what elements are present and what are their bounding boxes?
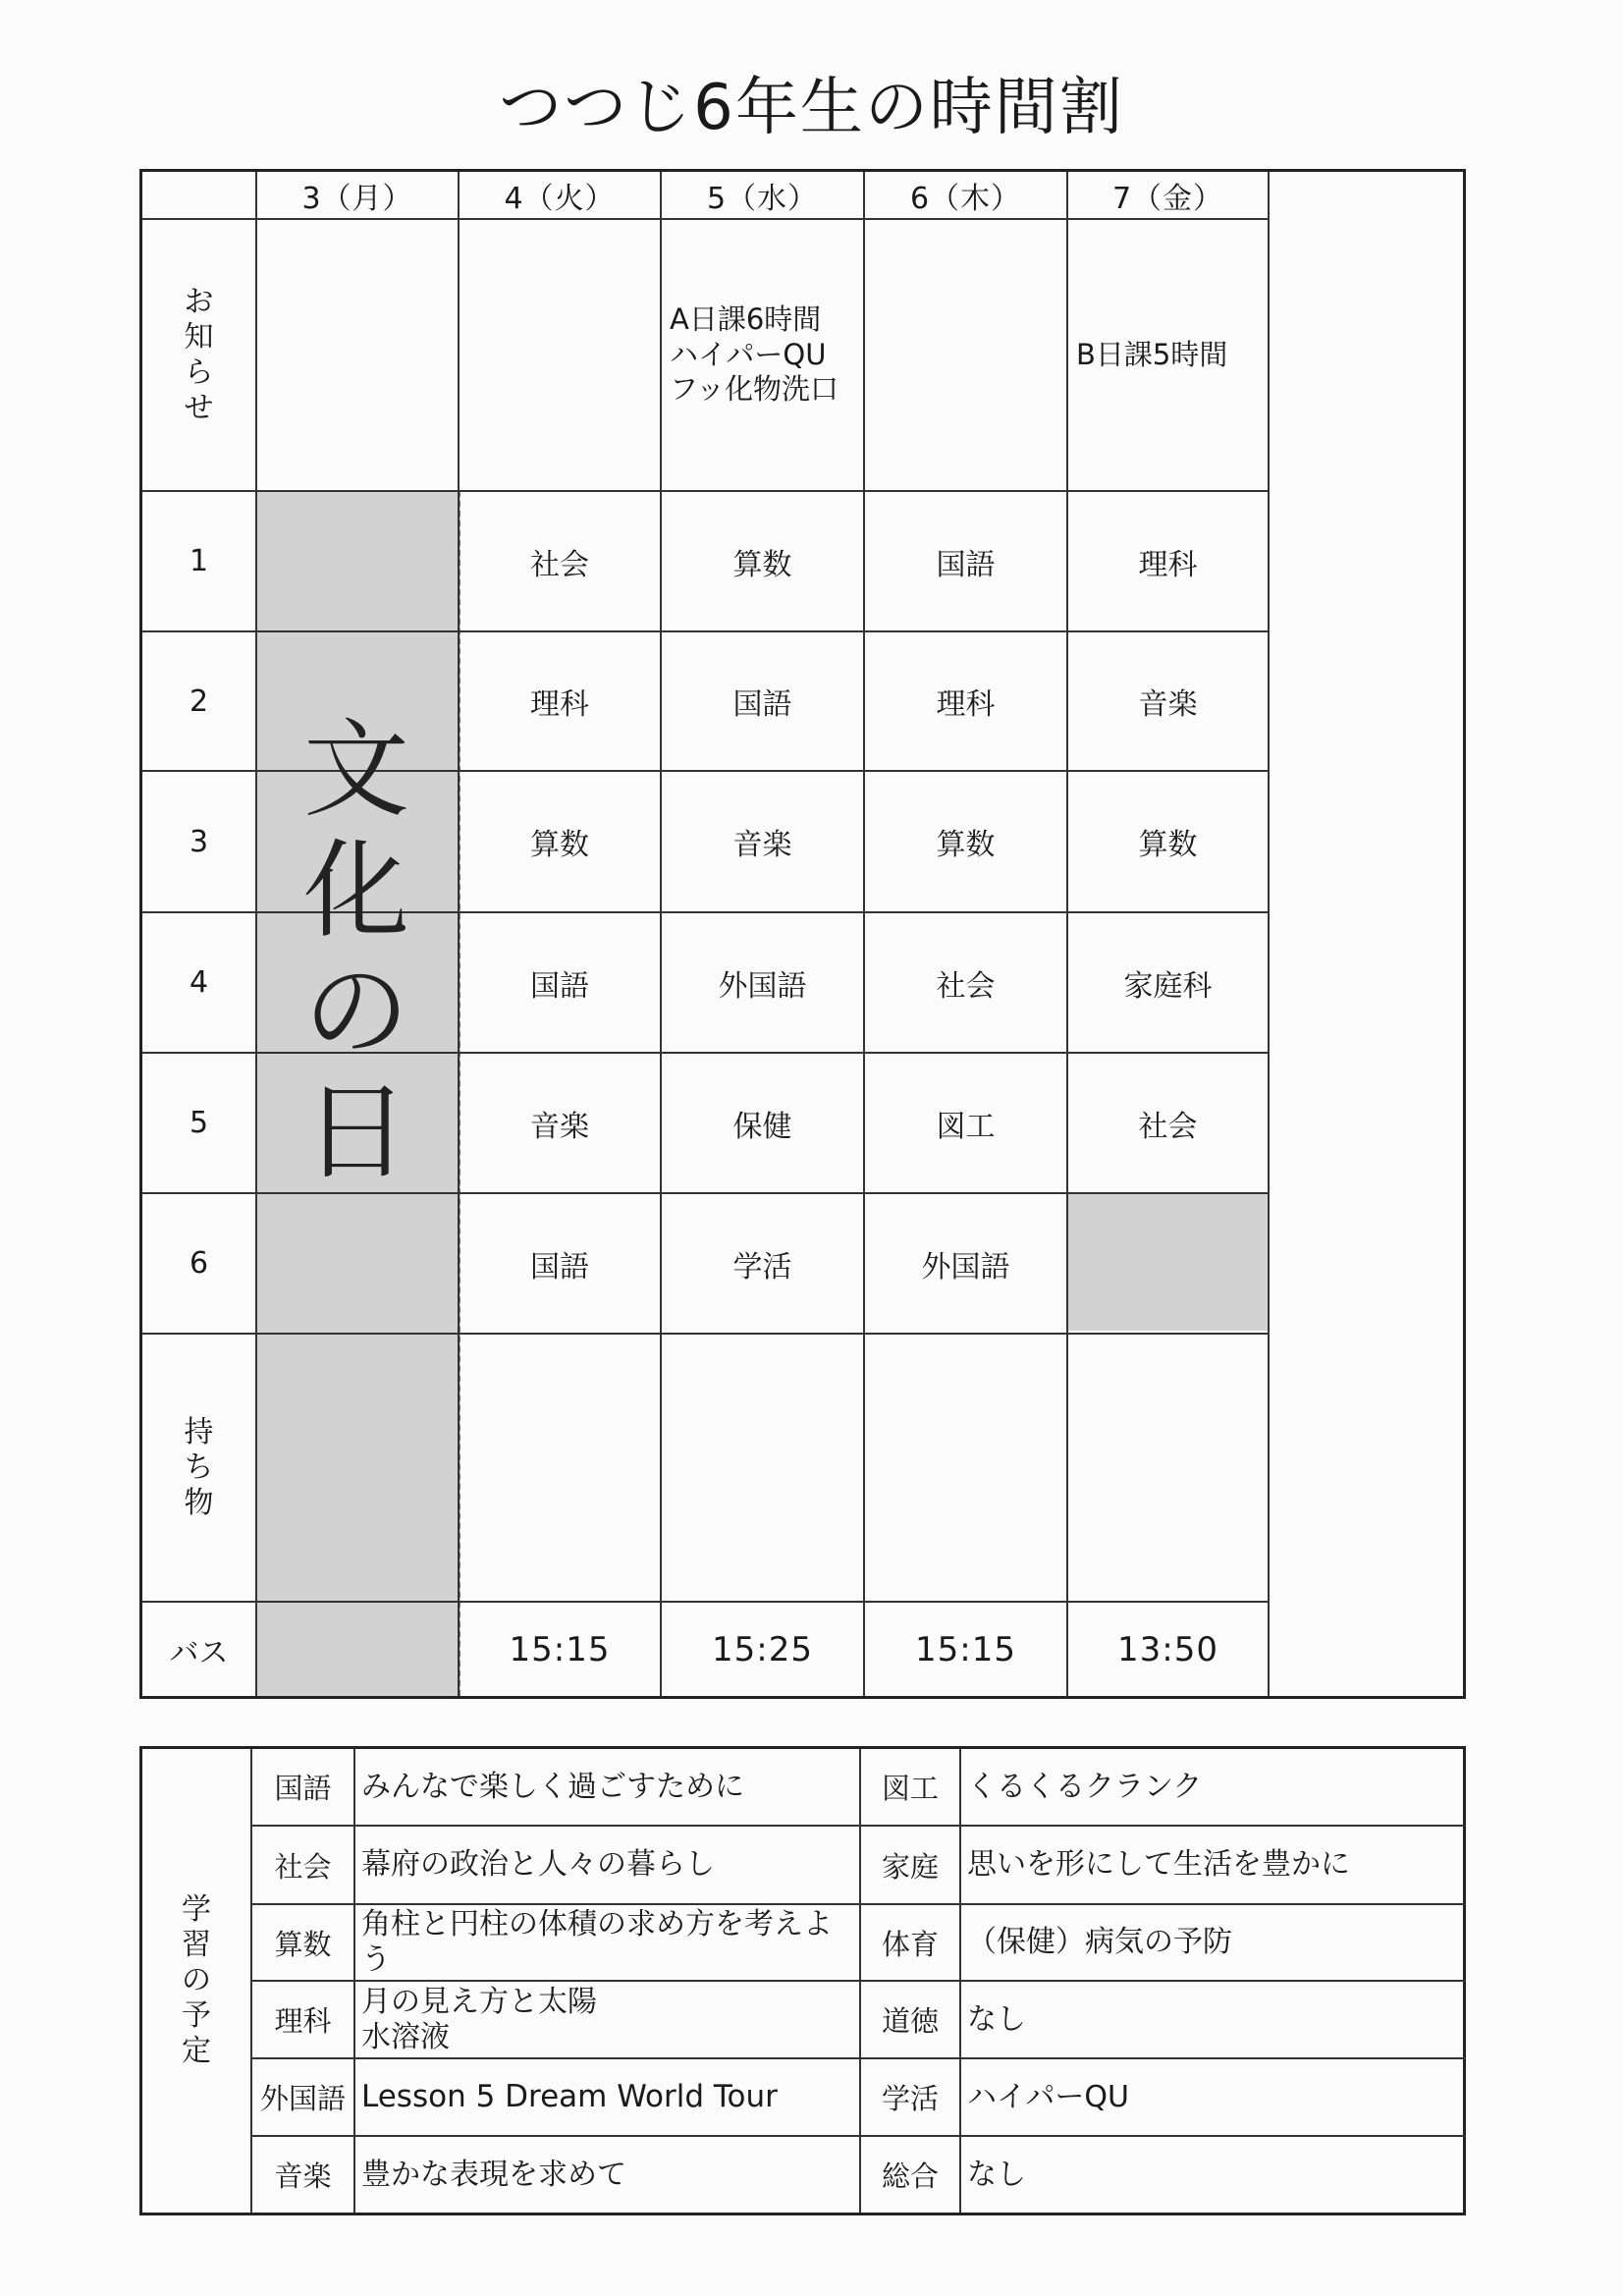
plan-right-subject-3: 体育	[881, 1927, 939, 1961]
plan-left-subject-4: 理科	[274, 2004, 332, 2038]
bus-time-wed: 15:25	[712, 1629, 813, 1669]
day-header-thu: 6（木）	[909, 181, 1022, 216]
notice-thu	[865, 220, 1066, 490]
plan-left-content-6: 豊かな表現を求めて	[361, 2157, 626, 2192]
plan-right-content-6: なし	[967, 2157, 1026, 2192]
wed-period-1: 算数	[732, 547, 792, 582]
plan-right-content-3: （保健）病気の予防	[967, 1925, 1232, 1959]
day-header-mon: 3（月）	[301, 181, 413, 216]
fri-period-3: 算数	[1138, 828, 1198, 862]
tue-period-3: 算数	[530, 828, 589, 862]
fri-period-4: 家庭科	[1123, 968, 1213, 1004]
friday-period-6-empty	[1068, 1193, 1268, 1331]
plan-left-subject-3: 算数	[274, 1927, 332, 1961]
fri-period-1: 理科	[1138, 547, 1198, 582]
day-header-fri: 7（金）	[1111, 181, 1224, 216]
period-label-2: 2	[189, 683, 209, 719]
page-title: つつじ6年生の時間割	[499, 72, 1124, 144]
plan-heading: 学習の予定	[182, 1892, 211, 2068]
period-label-1: 1	[189, 544, 209, 578]
notice-tue	[460, 220, 660, 490]
plan-right-content-1: くるくるクランク	[967, 1769, 1203, 1804]
belongings-row-label: 持ち物	[184, 1414, 214, 1520]
thu-period-2: 理科	[936, 687, 996, 722]
plan-left-content-2: 幕府の政治と人々の暮らし	[361, 1847, 715, 1882]
plan-right-subject-4: 道徳	[881, 2004, 939, 2038]
notice-row-label: お知らせ	[184, 284, 214, 425]
thu-period-4: 社会	[936, 968, 996, 1004]
period-label-5: 5	[189, 1106, 209, 1140]
plan-left-content-4: 月の見え方と太陽 水溶液	[361, 1984, 597, 2054]
period-label-6: 6	[189, 1246, 209, 1281]
plan-left-content-1: みんなで楽しく過ごすために	[361, 1769, 744, 1804]
timetable	[139, 169, 1466, 1699]
plan-right-subject-2: 家庭	[881, 1849, 939, 1884]
plan-right-content-2: 思いを形にして生活を豊かに	[967, 1847, 1350, 1882]
learning-plan-table	[139, 1746, 1466, 2215]
notice-fri: B日課5時間	[1076, 337, 1228, 371]
bus-time-tue: 15:15	[509, 1629, 611, 1669]
fri-period-2: 音楽	[1138, 687, 1198, 722]
thu-period-3: 算数	[936, 828, 996, 862]
tue-period-2: 理科	[530, 687, 589, 722]
fri-period-5: 社会	[1138, 1109, 1198, 1144]
plan-left-subject-6: 音楽	[274, 2159, 332, 2193]
period-label-3: 3	[189, 824, 209, 859]
plan-right-content-5: ハイパーQU	[967, 2079, 1129, 2114]
plan-left-subject-5: 外国語	[259, 2082, 346, 2115]
plan-left-content-5: Lesson 5 Dream World Tour	[361, 2078, 778, 2114]
period-label-4: 4	[189, 965, 209, 1000]
wed-period-6: 学活	[732, 1249, 792, 1285]
tue-period-1: 社会	[530, 547, 589, 582]
plan-left-subject-1: 国語	[274, 1772, 332, 1805]
wed-period-4: 外国語	[718, 968, 807, 1004]
bus-row-label: バス	[169, 1635, 229, 1670]
holiday-label: 文化の日	[302, 709, 409, 1195]
thu-period-5: 図工	[936, 1109, 996, 1144]
wed-period-5: 保健	[732, 1109, 792, 1144]
plan-left-content-3: 角柱と円柱の体積の求め方を考えよう	[361, 1907, 833, 1977]
bus-time-fri: 13:50	[1117, 1629, 1218, 1669]
thu-period-1: 国語	[936, 547, 996, 582]
wed-period-2: 国語	[732, 687, 792, 722]
tue-period-4: 国語	[530, 968, 589, 1004]
tue-period-5: 音楽	[530, 1109, 589, 1144]
plan-right-subject-1: 図工	[881, 1772, 939, 1805]
plan-right-subject-5: 学活	[881, 2082, 939, 2115]
day-header-tue: 4（火）	[504, 181, 616, 216]
plan-right-subject-6: 総合	[881, 2159, 939, 2193]
thu-period-6: 外国語	[921, 1249, 1010, 1285]
plan-right-content-4: なし	[967, 2001, 1026, 2037]
wed-period-3: 音楽	[732, 828, 792, 862]
notice-wed: A日課6時間 ハイパーQU フッ化物洗口	[670, 302, 839, 407]
bus-time-thu: 15:15	[915, 1629, 1016, 1669]
plan-left-subject-2: 社会	[274, 1849, 332, 1884]
day-header-wed: 5（水）	[706, 181, 819, 216]
notice-mon	[257, 220, 458, 490]
tue-period-6: 国語	[530, 1249, 589, 1285]
